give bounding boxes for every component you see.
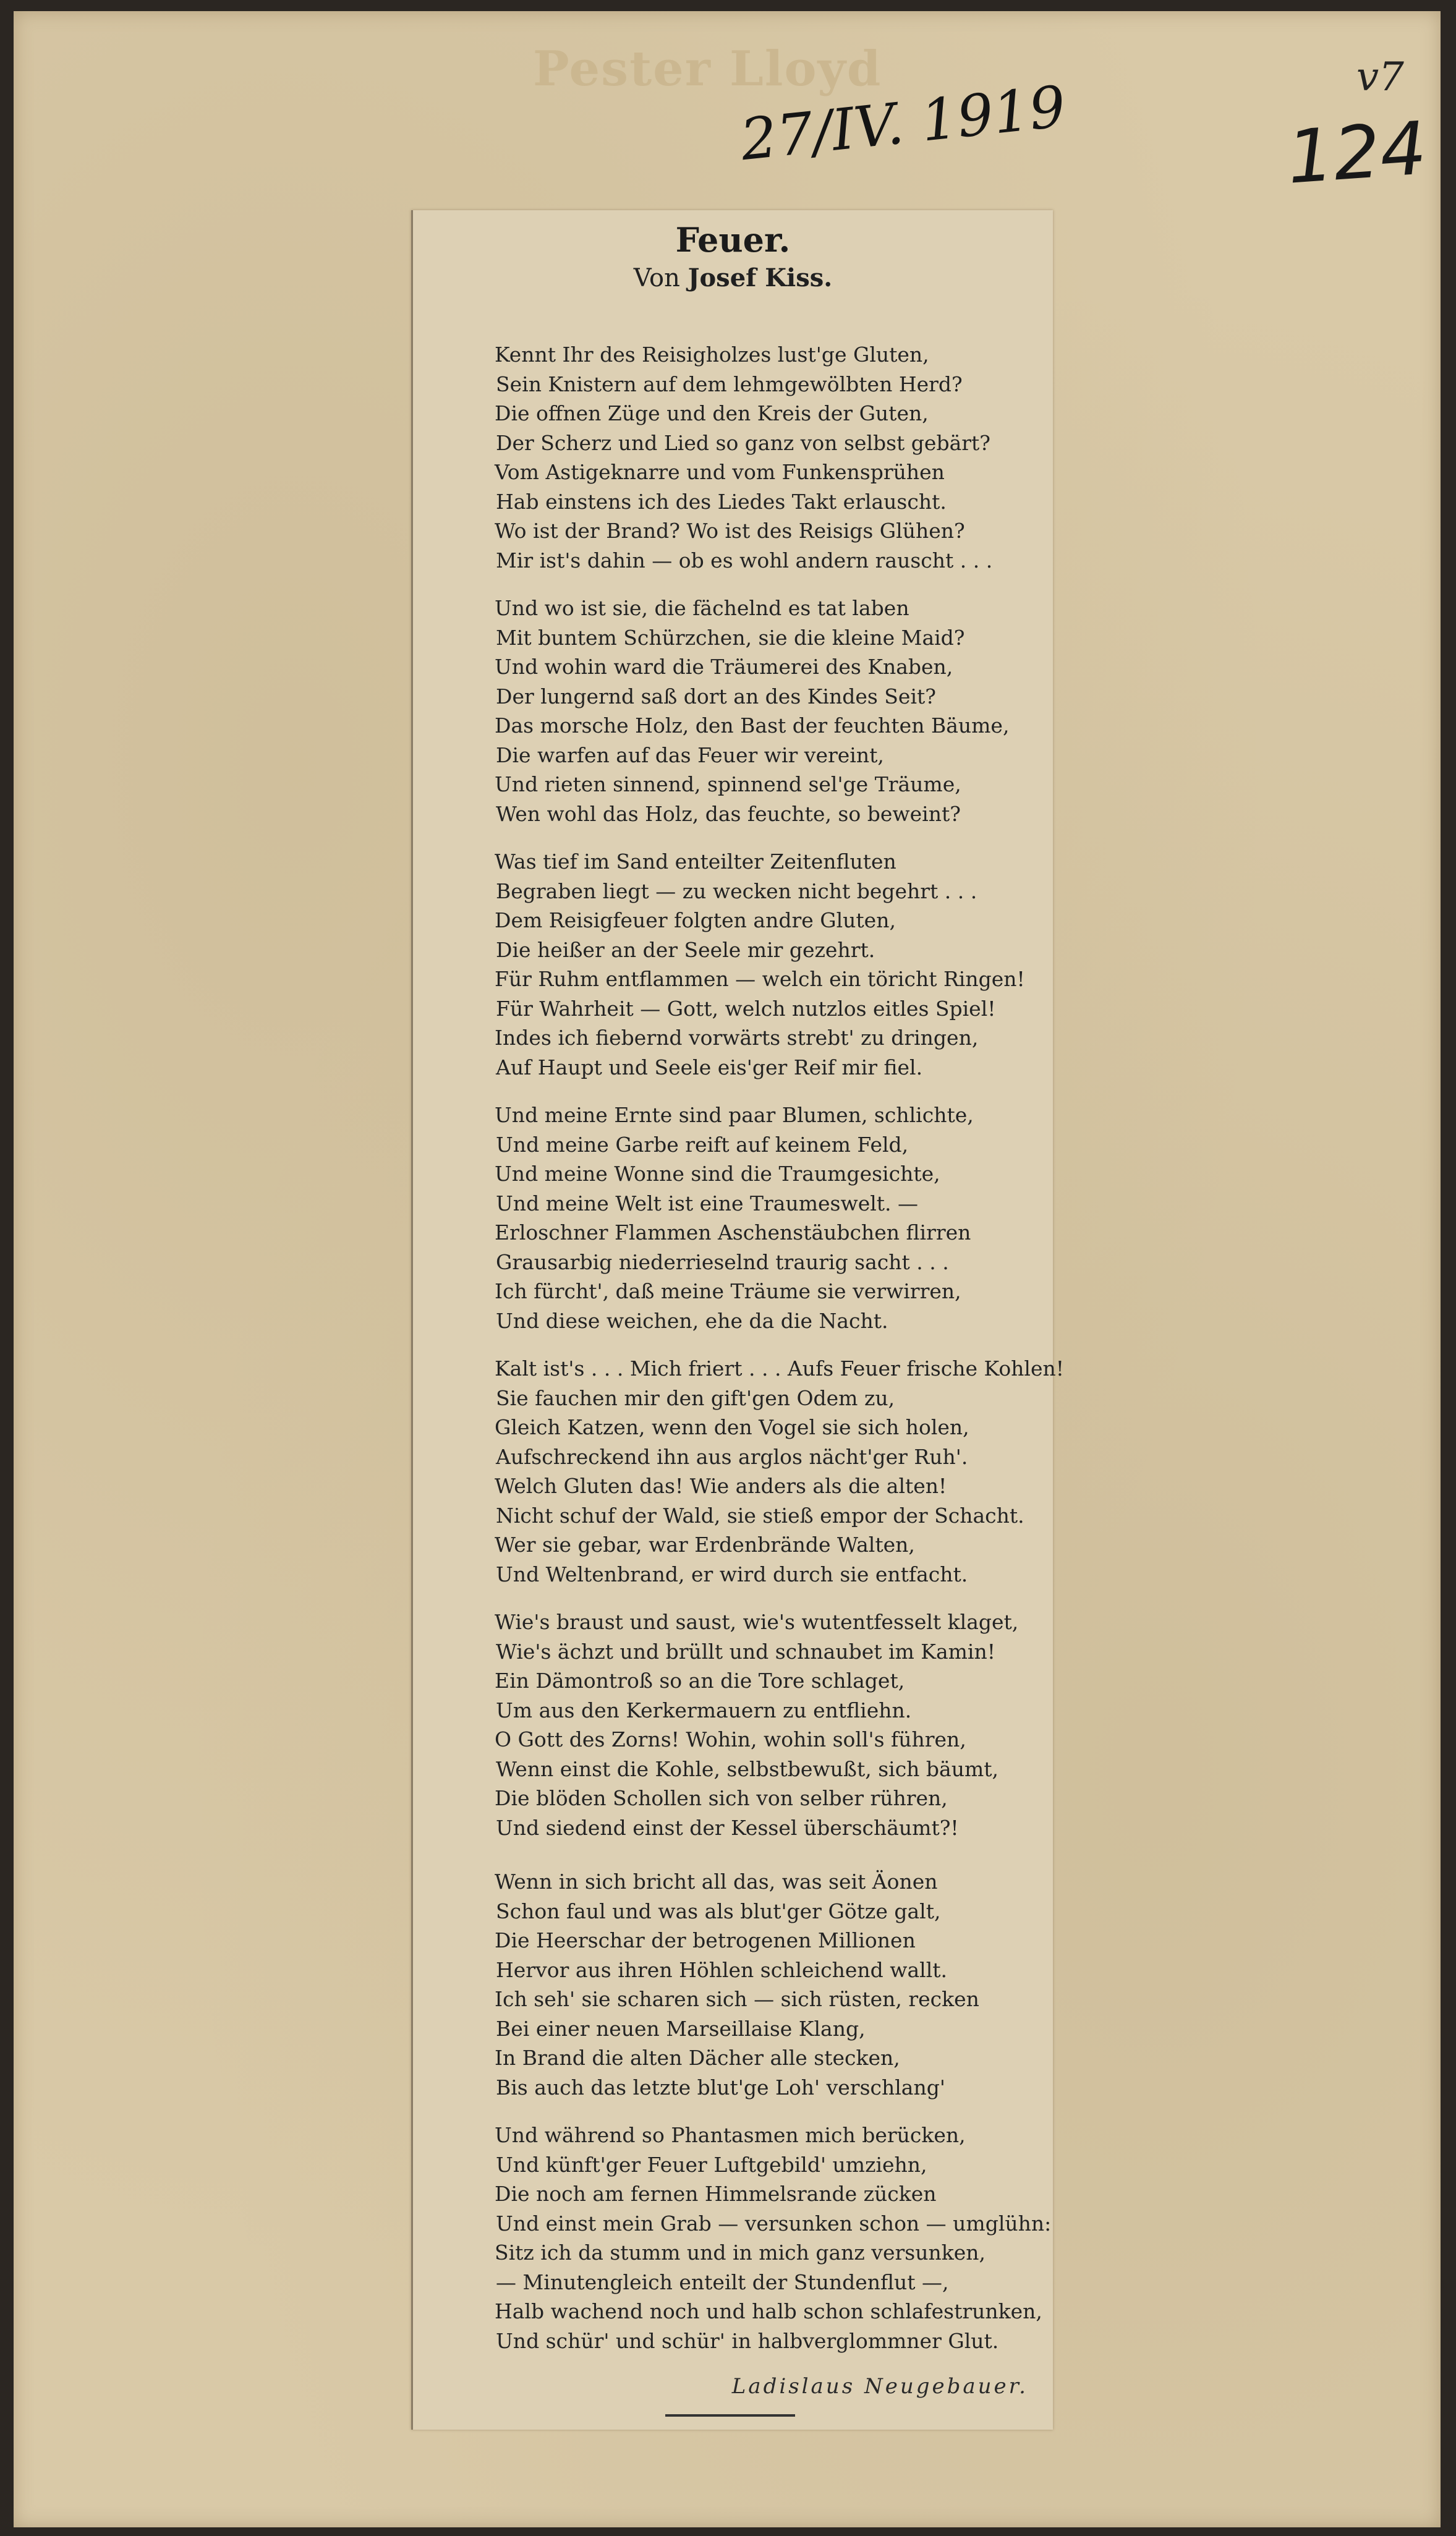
poem-line: Und rieten sinnend, spinnend sel'ge Träume, [495,772,961,796]
poem-line: Sein Knistern auf dem lehmgewölbten Herd? [496,372,963,396]
stanza [495,1607,1051,1842]
poem-line: Und siedend einst der Kessel überschäumt?! [496,1815,959,1840]
poem-line: Und meine Garbe reift auf keinem Feld, [496,1132,909,1157]
poem-byline [413,263,1053,292]
byline-prefix: Von [633,264,680,292]
poem-line: Und künft'ger Feuer Luftgebild' umziehn, [496,2152,927,2177]
poem-line: Aufschreckend ihn aus arglos nächt'ger Ruh'. [496,1444,968,1469]
poem-line: Wenn einst die Kohle, selbstbewußt, sich bäumt, [496,1756,999,1781]
poem-line: Und meine Wonne sind die Traumgesichte, [495,1162,940,1186]
poem-line: Welch Gluten das! Wie anders als die alten! [495,1474,947,1498]
stanza [495,847,1051,1082]
poem-line: Mir ist's dahin — ob es wohl andern rauscht . . . [496,548,993,572]
poem-line: Und schür' und schür' in halbverglommner Glut. [496,2328,999,2353]
poem-line: Erloschner Flammen Aschenstäubchen flirren [495,1220,971,1245]
stanza [495,1100,1051,1335]
poem-line: Sitz ich da stumm und in mich ganz versunken, [495,2240,986,2265]
poem-line: Für Ruhm entflammen — welch ein töricht Ringen! [495,967,1025,991]
poem-line: Hab einstens ich des Liedes Takt erlauscht. [496,489,947,514]
poem-line: In Brand die alten Dächer alle stecken, [495,2046,900,2070]
poem-line: Um aus den Kerkermauern zu entfliehn. [496,1698,912,1722]
poem-line: Begraben liegt — zu wecken nicht begehrt . . . [496,879,977,903]
poem-line: Und wo ist sie, die fächelnd es tat laben [495,596,909,620]
poem-line: Die blöden Schollen sich von selber rühren, [495,1786,948,1810]
poem-line: Die offnen Züge und den Kreis der Guten, [495,401,929,425]
poem-line: Mit buntem Schürzchen, sie die kleine Maid? [496,625,965,650]
poem-line: Und während so Phantasmen mich berücken, [495,2123,966,2147]
poem-line: Die warfen auf das Feuer wir vereint, [496,743,884,767]
poem-line: Was tief im Sand enteilter Zeitenfluten [495,849,896,874]
poem-line: Bei einer neuen Marseillaise Klang, [496,2016,866,2041]
poem-line: Die noch am fernen Himmelsrande zücken [495,2182,937,2206]
newspaper-clipping [411,210,1065,2430]
poem-line: Auf Haupt und Seele eis'ger Reif mir fiel. [496,1055,923,1079]
translator-signature: Ladislaus Neugebauer. [731,2374,1028,2399]
pester-lloyd-stamp: Pester Lloyd [533,41,882,97]
poem-line: Der lungernd saß dort an des Kindes Seit? [496,684,936,708]
handwritten-date: 27/IV. 1919 [737,73,1069,174]
poem-line: Und diese weichen, ehe da die Nacht. [496,1308,888,1333]
poem-line: Und meine Ernte sind paar Blumen, schlichte, [495,1103,974,1127]
closing-rule [665,2414,795,2417]
poem-line: Und Weltenbrand, er wird durch sie entfacht. [496,1562,968,1586]
poem-line: Wie's braust und saust, wie's wutentfesselt klaget, [495,1610,1019,1634]
poem-line: Ich seh' sie scharen sich — sich rüsten, recken [495,1987,979,2011]
poem-line: Hervor aus ihren Höhlen schleichend wallt. [496,1957,948,1982]
poem-line: Die heißer an der Seele mir gezehrt. [496,937,875,962]
poem-line: Dem Reisigfeuer folgten andre Gluten, [495,908,896,932]
handwritten-page-number: 124 [1284,105,1429,200]
poem-line: Wenn in sich bricht all das, was seit Äonen [495,1870,938,1894]
poem-line: Schon faul und was als blut'ger Götze galt, [496,1899,941,1923]
poem-line: Wen wohl das Holz, das feuchte, so beweint? [496,801,961,826]
poem-line: Und meine Welt ist eine Traumeswelt. — [496,1191,919,1215]
poem-line: Sie fauchen mir den gift'gen Odem zu, [496,1385,895,1410]
poem-line: Indes ich fiebernd vorwärts strebt' zu dringen, [495,1026,979,1050]
poem-line: Bis auch das letzte blut'ge Loh' verschlang' [496,2075,945,2100]
stanza [495,1867,1051,2102]
poem-line: Halb wachend noch und halb schon schlafestrunken, [495,2299,1042,2323]
poem-line: Und wohin ward die Träumerei des Knaben, [495,655,953,679]
poem-line: Die Heerschar der betrogenen Millionen [495,1928,916,1952]
poem-line: Nicht schuf der Wald, sie stieß empor der Schacht. [496,1503,1024,1528]
poem-line: Grausarbig niederrieselnd traurig sacht . . . [496,1249,949,1274]
poem-line: Das morsche Holz, den Bast der feuchten Bäume, [495,713,1010,738]
poem-line: Wie's ächzt und brüllt und schnaubet im Kamin! [496,1639,996,1664]
poem-line: Für Wahrheit — Gott, welch nutzlos eitles Spiel! [496,996,996,1021]
stanza [495,1354,1065,1589]
poem-line: Vom Astigeknarre und vom Funkensprühen [495,460,945,484]
stanza [495,2121,1051,2355]
poem-line: Wo ist der Brand? Wo ist des Reisigs Glühen? [495,519,965,543]
poem-line: Gleich Katzen, wenn den Vogel sie sich holen, [495,1415,969,1439]
poem-line: O Gott des Zorns! Wohin, wohin soll's führen, [495,1727,966,1751]
poem-line: Ein Dämontroß so an die Tore schlaget, [495,1669,905,1693]
poem-line: — Minutengleich enteilt der Stundenflut —, [496,2270,949,2294]
poem-line: Ich fürcht', daß meine Träume sie verwirren, [495,1279,961,1303]
handwritten-ref: v7 [1356,54,1404,100]
poem-line: Wer sie gebar, war Erdenbrände Walten, [495,1533,915,1557]
stanza [495,594,1051,828]
poem-line: Und einst mein Grab — versunken schon — umglühn: [496,2211,1052,2236]
poem-author: Josef Kiss. [688,263,833,292]
poem-title: Feuer. [675,220,791,260]
poem-line: Kalt ist's . . . Mich friert . . . Aufs Feuer frische Kohlen! [495,1356,1065,1381]
poem-line: Kennt Ihr des Reisigholzes lust'ge Gluten, [495,343,929,367]
poem-line: Der Scherz und Lied so ganz von selbst gebärt? [496,430,990,455]
stanza [495,340,1051,575]
